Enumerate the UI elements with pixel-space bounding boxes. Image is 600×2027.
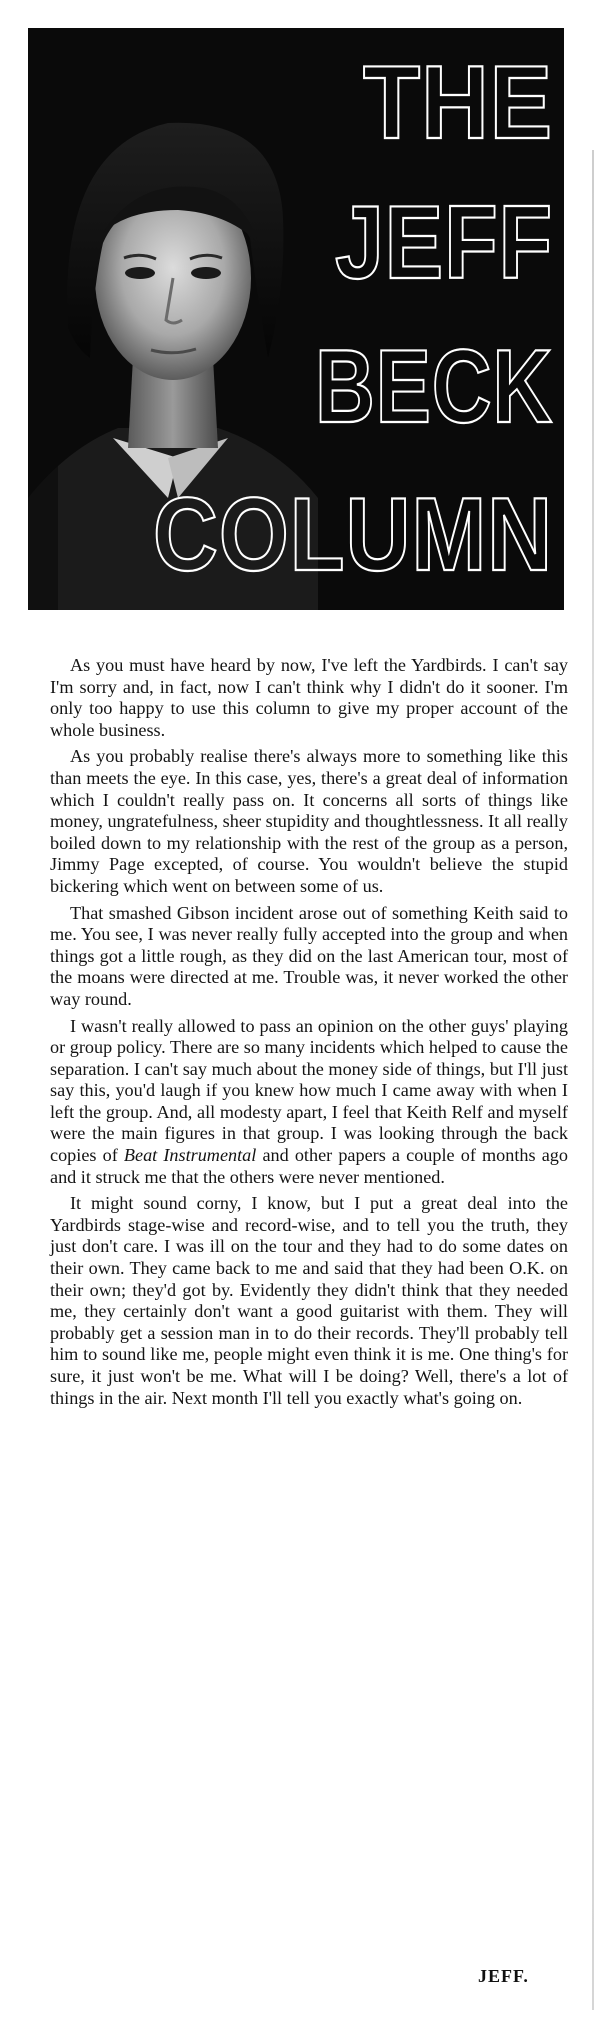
paragraph-5: It might sound corny, I know, but I put a great deal into the Yardbirds stage-wise and record-wise, and to tell you the truth, they just don't care. I was ill on the tour and they had to do some dates on their own. They came back to me and said that they had been O.K. on their own; they'd got by. Evidently they didn't think that they needed me, they certainly don't want a good guitarist with them. They will probably get a session man in to do their records. They'll probably tell him to sound like me, people might even think it is me. One thing's for sure, it just won't be me. What will I be doing? Well, there's a lot of things in the air. Next month I'll tell you exactly what's going on. bbox=[50, 1193, 568, 1408]
paragraph-4 bbox=[50, 1016, 568, 1189]
magazine-title: Beat Instrumental bbox=[123, 1145, 257, 1166]
paragraph-4-before: I wasn't really allowed to pass an opinion on the other guys' playing or group policy. There are so many incidents which helped to cause the separation. I can't say much about the money side of things, but I'll just say this, you'd laugh if you knew how much I came away with when I left the group. And, all modesty apart, I feel that Keith Relf and myself were the main figures in that group. I was looking through the back copies of bbox=[50, 1015, 568, 1166]
paragraph-2: As you probably realise there's always more to something like this than meets the eye. In this case, yes, there's a great deal of information which I couldn't really pass on. It concerns all sorts of things like money, ungratefulness, sheer stupidity and thoughtlessness. It all really boiled down to my relationship with the rest of the group as a person, Jimmy Page excepted, of course. You wouldn't believe the stupid bickering which went on between some of us. bbox=[50, 746, 568, 896]
title-line-the: THE bbox=[363, 45, 553, 161]
paragraph-3: That smashed Gibson incident arose out of something Keith said to me. You see, I was never really fully accepted into the group and when things got a little rough, as they did on the last American tour, most of the moans were directed at me. Trouble was, it never worked the other way round. bbox=[50, 902, 568, 1009]
title-line-jeff: JEFF bbox=[335, 185, 553, 301]
column-title bbox=[148, 28, 564, 610]
title-line-column: COLUMN bbox=[153, 477, 553, 593]
author-signature: JEFF. bbox=[478, 1966, 529, 1986]
title-line-beck: BECK bbox=[315, 329, 553, 445]
scan-edge-line bbox=[592, 150, 594, 2010]
paragraph-4-after: and other papers a couple of months ago and it struck me that the others were never mentioned. bbox=[50, 1145, 568, 1187]
column-header bbox=[28, 28, 564, 610]
column-body bbox=[50, 655, 568, 1409]
paragraph-1: As you must have heard by now, I've left the Yardbirds. I can't say I'm sorry and, in fact, now I can't think why I didn't do it sooner. I'm only too happy to use this column to give my proper account of the whole business. bbox=[50, 655, 568, 740]
